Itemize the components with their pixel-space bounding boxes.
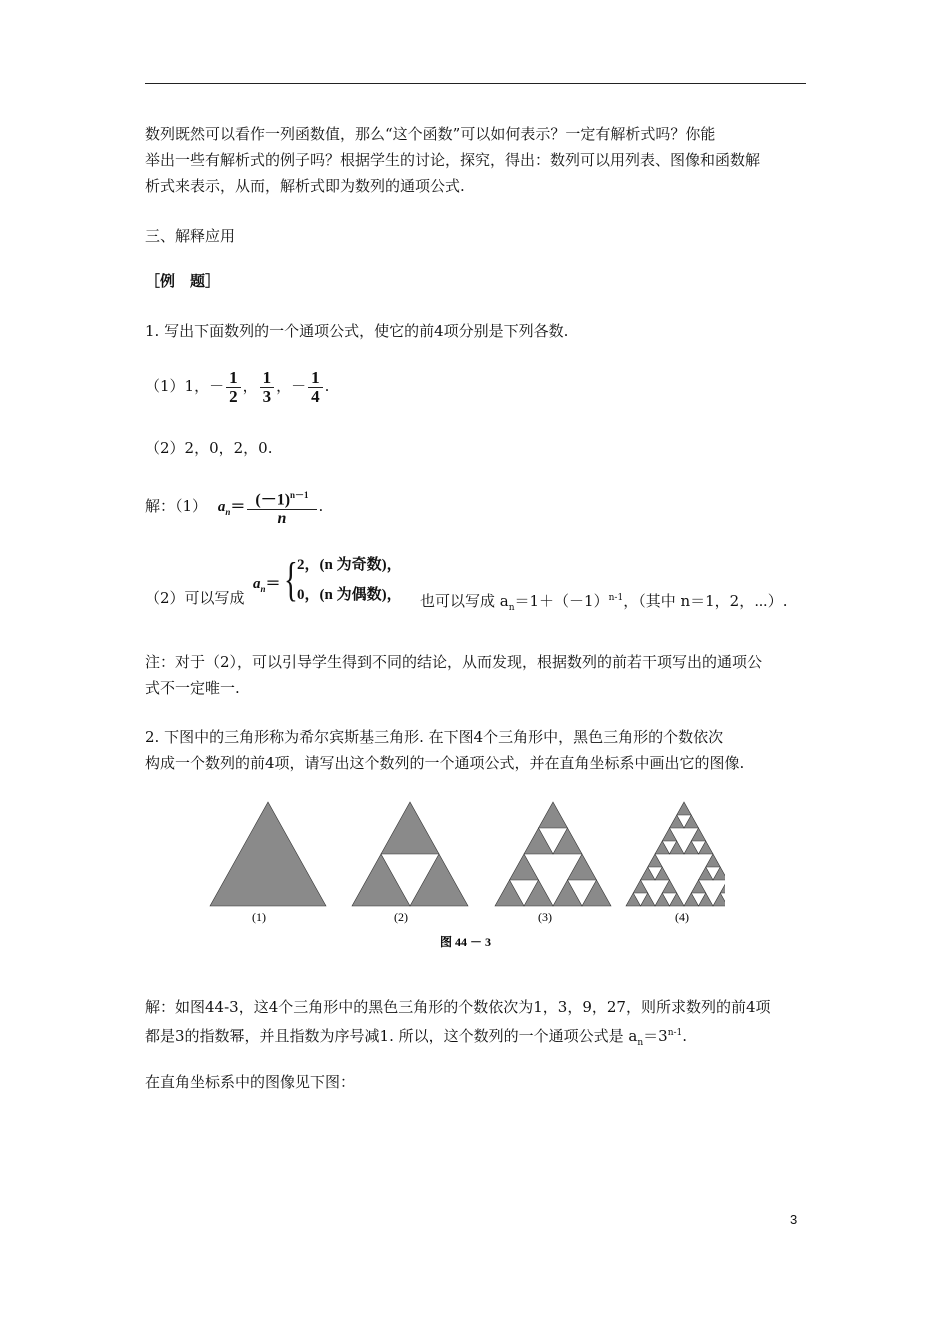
graph-intro: 在直角坐标系中的图像见下图： (145, 1073, 356, 1091)
example-heading: ［例 题］ (145, 272, 221, 290)
black-triangle (553, 880, 582, 906)
fraction-general-term: $\frac{(-1)^{n-1}}{n}$ (247, 486, 316, 528)
black-triangle (662, 880, 677, 893)
black-triangle (677, 802, 692, 815)
page-number: 3 (790, 1212, 798, 1227)
figure-caption: 图 44 － 3 (440, 935, 492, 949)
black-triangle (539, 802, 568, 828)
black-triangle (699, 867, 714, 880)
section-heading: 三、解释应用 (145, 227, 236, 245)
black-triangle (670, 815, 685, 828)
sierpinski-figure (205, 798, 725, 958)
black-triangle (582, 880, 611, 906)
black-triangle (670, 841, 685, 854)
fraction-quarter: $\frac{1}{4}$ (308, 369, 323, 406)
figure-label-2: (2) (394, 910, 408, 924)
black-triangle (626, 893, 641, 906)
black-triangle (410, 854, 468, 906)
para-line: 举出一些有解析式的例子吗？根据学生的讨论，探究，得出：数列可以用列表、图像和函数解 (145, 151, 761, 169)
fraction-half: $\frac{1}{2}$ (226, 369, 241, 406)
black-triangle (684, 893, 699, 906)
black-triangle (684, 815, 699, 828)
fraction-third: $\frac{1}{3}$ (260, 369, 275, 406)
header-rule (145, 83, 806, 84)
figure-label-4: (4) (675, 910, 689, 924)
black-triangle (648, 854, 663, 867)
black-triangle (381, 802, 439, 854)
figure-label-1: (1) (252, 910, 266, 924)
left-brace: { (284, 553, 298, 606)
black-triangle (691, 880, 706, 893)
question-2-line: 2. 下图中的三角形称为希尔宾斯基三角形. 在下图4个三角形中，黑色三角形的个数依次 (145, 728, 724, 746)
black-triangle (713, 867, 725, 880)
black-triangle (670, 893, 685, 906)
case-odd: 2，(n 为奇数)， (297, 557, 402, 573)
black-triangle (655, 893, 670, 906)
black-triangle (641, 867, 656, 880)
para-line: 数列既然可以看作一列函数值，那么“这个函数”可以如何表示？一定有解析式吗？你能 (145, 125, 716, 143)
black-triangle (655, 841, 670, 854)
a-n: $a_n$ (217, 499, 231, 517)
black-triangle (684, 841, 699, 854)
black-triangle (706, 854, 721, 867)
case-even: 0，(n 为偶数)， (297, 587, 402, 603)
black-triangle (662, 828, 677, 841)
black-triangle (641, 893, 656, 906)
para-line: 析式来表示，从而，解析式即为数列的通项公式. (145, 177, 465, 195)
solution-q2-line: 解：如图44-3，这4个三角形中的黑色三角形的个数依次为1，3，9，27，则所求数列的前4项 (145, 998, 771, 1016)
black-triangle (713, 893, 725, 906)
sierpinski-triangles (210, 802, 725, 906)
black-triangle (699, 893, 714, 906)
note-line: 式不一定唯一. (145, 679, 240, 697)
solution-1: 解：（1） $a_n=$ $\frac{(-1)^{n-1}}{n}$ . (145, 484, 807, 534)
figure-label-3: (3) (538, 910, 552, 924)
black-triangle (699, 841, 714, 854)
black-triangle (568, 854, 597, 880)
black-triangle (524, 880, 553, 906)
a-n: $a_n=$ (253, 576, 281, 594)
question-1-part-1: （1）1，－ $\frac{1}{2}$ ， $\frac{1}{3}$ ，－ $\frac{1}{4}$ . (145, 367, 330, 406)
black-triangle (655, 867, 670, 880)
solution-2-alt: 也可以写成 $a_n=1+(-1)^{n-1}$，（其中 n＝1，2，⋯）. (420, 592, 788, 613)
black-triangle (352, 854, 410, 906)
question-1-stem: 1. 写出下面数列的一个通项公式，使它的前4项分别是下列各数. (145, 322, 569, 340)
black-triangle (633, 880, 648, 893)
black-triangle (210, 802, 326, 906)
black-triangle (524, 828, 553, 854)
note-line: 注：对于（2），可以引导学生得到不同的结论，从而发现，根据数列的前若干项写出的通项公 (145, 653, 763, 671)
black-triangle (691, 828, 706, 841)
question-1-part-2: （2）2，0，2，0. (145, 439, 273, 457)
question-2-line: 构成一个数列的前4项，请写出这个数列的一个通项公式，并在直角坐标系中画出它的图像. (145, 754, 745, 772)
black-triangle (510, 854, 539, 880)
solution-2-label: （2）可以写成 (145, 589, 245, 607)
black-triangle (553, 828, 582, 854)
black-triangle (495, 880, 524, 906)
solution-q2-line: 都是3的指数幂，并且指数为序号减1. 所以，这个数列的一个通项公式是 $a_n=3^{n-1}$. (145, 1027, 688, 1048)
black-triangle (720, 880, 725, 893)
